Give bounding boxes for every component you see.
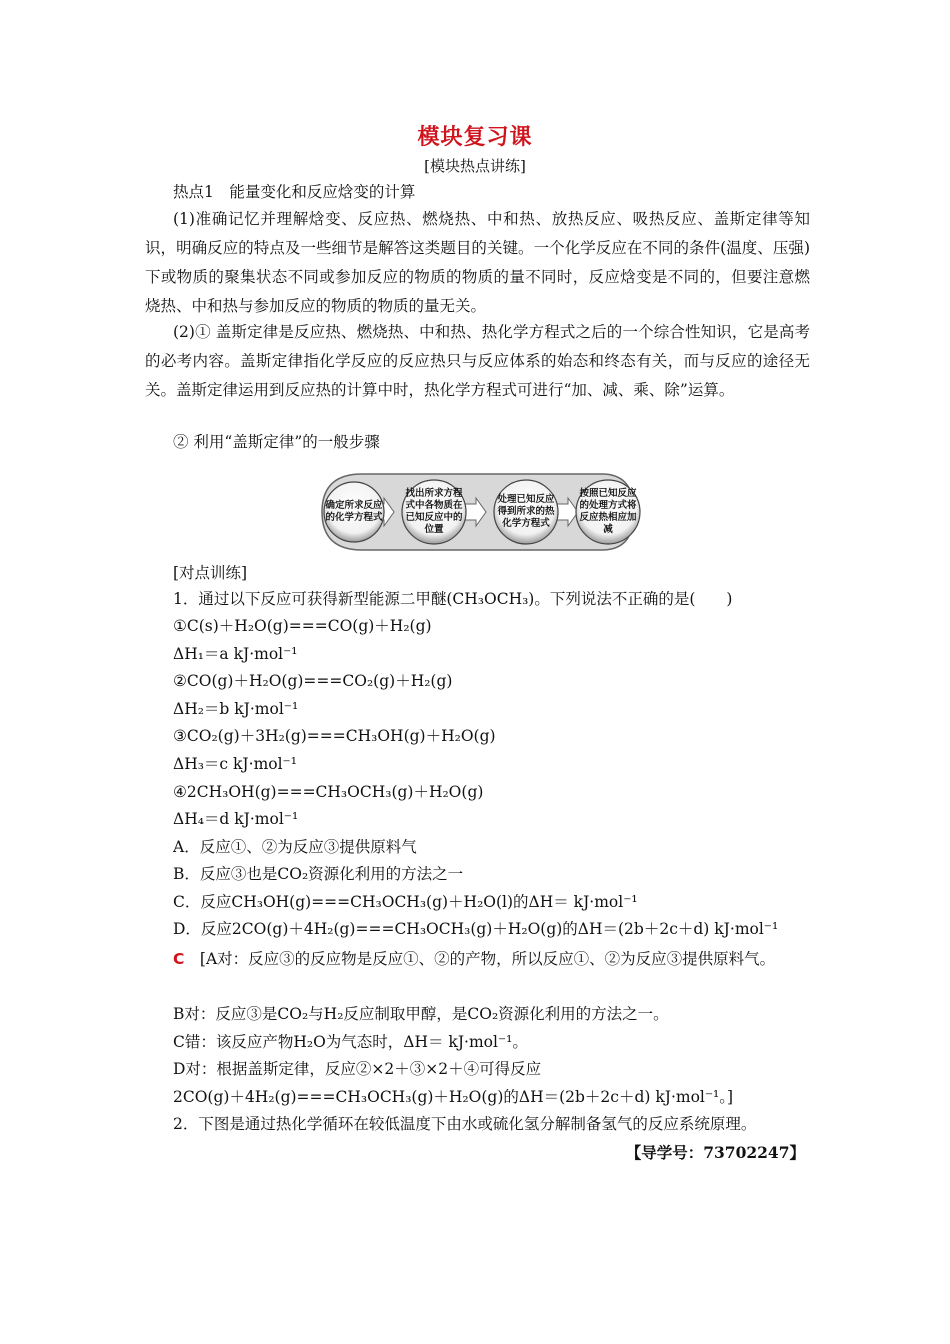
option-a: A．反应①、②为反应③提供原料气 [173,838,417,856]
reaction-1: ①C(s)＋H₂O(g)===CO(g)＋H₂(g) [173,617,432,635]
flow-step-2: 找出所求方程式中各物质在已知反应中的位置 [405,488,463,535]
explanation-c: C错：该反应产物H₂O为气态时，ΔH＝ kJ·mol⁻¹。 [173,1033,528,1051]
guide-number: 【导学号：73702247】 [625,1143,805,1162]
option-d: D．反应2CO(g)＋4H₂(g)===CH₃OCH₃(g)＋H₂O(g)的ΔH＝(2b＋2c＋d) kJ·mol⁻¹ [173,920,779,938]
explanation-d: D对：根据盖斯定律，反应②×2＋③×2＋④可得反应 [173,1060,542,1078]
reaction-2: ②CO(g)＋H₂O(g)===CO₂(g)＋H₂(g) [173,672,453,690]
flow-step-1: 确定所求反应的化学方程式 [325,500,383,523]
enthalpy-4: ΔH₄＝d kJ·mol⁻¹ [173,810,299,828]
page-title: 模块复习课 [417,125,533,150]
flow-step-4: 按照已知反应的处理方式将反应热相应加减 [579,488,637,535]
question-2-stem: 2．下图是通过热化学循环在较低温度下由水或硫化氢分解制备氢气的反应系统原理。 [173,1115,757,1133]
practice-label: [对点训练] [173,564,248,582]
paragraph-2: (2)① 盖斯定律是反应热、燃烧热、中和热、热化学方程式之后的一个综合性知识，它是高考的必考内容。盖斯定律指化学反应的反应热只与反应体系的始态和终态有关，而与反应的途径无关。盖斯定律运用到反应热的计算中时，热化学方程式可进行“加、减、乘、除”运算。 [145,323,810,399]
flow-step-3: 处理已知反应得到所求的热化学方程式 [497,494,555,529]
enthalpy-2: ΔH₂＝b kJ·mol⁻¹ [173,700,299,718]
paragraph-3: ② 利用“盖斯定律”的一般步骤 [173,433,380,451]
hotspot-heading: 热点1 能量变化和反应焓变的计算 [173,183,416,201]
option-c: C．反应CH₃OH(g)===CH₃OCH₃(g)＋H₂O(l)的ΔH＝ kJ·mol⁻¹ [173,893,638,911]
enthalpy-3: ΔH₃＝c kJ·mol⁻¹ [173,755,297,773]
reaction-3: ③CO₂(g)＋3H₂(g)===CH₃OH(g)＋H₂O(g) [173,727,496,745]
answer-letter: C [173,950,185,968]
enthalpy-1: ΔH₁＝a kJ·mol⁻¹ [173,645,298,663]
paragraph-1: (1)准确记忆并理解焓变、反应热、燃烧热、中和热、放热反应、吸热反应、盖斯定律等知识，明确反应的特点及一些细节是解答这类题目的关键。一个化学反应在不同的条件(温度、压强)下或物质的聚集状态不同或参加反应的物质的物质的量不同时，反应焓变是不同的，但要注意燃烧热、中和热与参加反应的物质的物质的量无关。 [145,210,810,315]
explanation-d-equation: 2CO(g)＋4H₂(g)===CH₃OCH₃(g)＋H₂O(g)的ΔH＝(2b＋2c＋d) kJ·mol⁻¹。] [173,1088,734,1106]
gaisi-law-steps-flowchart [312,466,642,558]
question-1-stem: 1．通过以下反应可获得新型能源二甲醚(CH₃OCH₃)。下列说法不正确的是( ) [173,590,733,608]
explanation-b: B对：反应③是CO₂与H₂反应制取甲醇，是CO₂资源化利用的方法之一。 [173,1005,669,1023]
answer-explanation-1: C [A对：反应③的反应物是反应①、②的产物，所以反应①、②为反应③提供原料气。 [173,950,776,968]
page-subtitle: [模块热点讲练] [424,157,526,175]
option-b: B．反应③也是CO₂资源化利用的方法之一 [173,865,464,883]
reaction-4: ④2CH₃OH(g)===CH₃OCH₃(g)＋H₂O(g) [173,783,484,801]
